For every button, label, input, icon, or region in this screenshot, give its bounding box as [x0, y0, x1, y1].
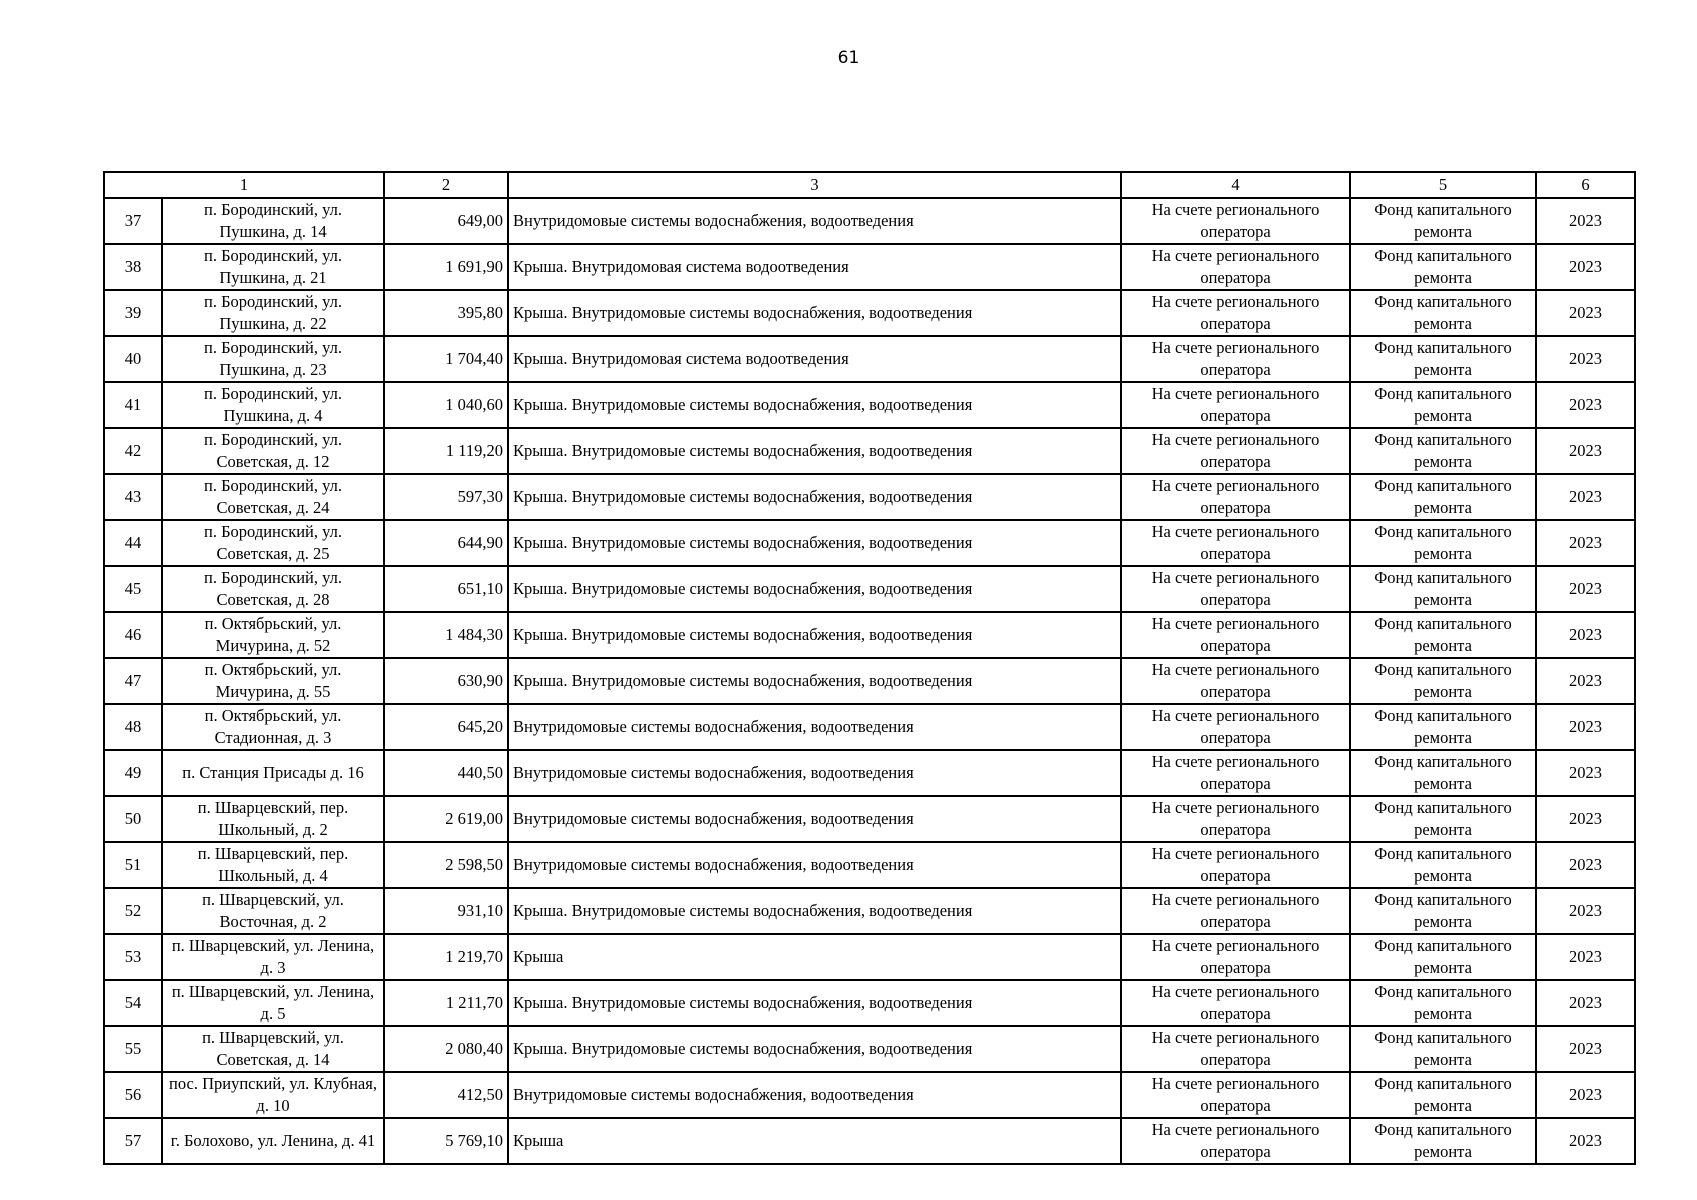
table-row — [104, 980, 1635, 1026]
table-row — [104, 290, 1635, 336]
funding-source-cell: Фонд капитального ремонта — [1350, 842, 1536, 888]
address-cell: п. Шварцевский, ул. Восточная, д. 2 — [162, 888, 384, 934]
account-method-cell: На счете регионального оператора — [1121, 1118, 1350, 1164]
table-row — [104, 1026, 1635, 1072]
column-header-5: 5 — [1350, 172, 1536, 198]
year-cell: 2023 — [1536, 704, 1635, 750]
table-row — [104, 934, 1635, 980]
work-type-cell: Крыша. Внутридомовые системы водоснабжения, водоотведения — [508, 1026, 1121, 1072]
funding-source-cell: Фонд капитального ремонта — [1350, 934, 1536, 980]
work-type-cell: Внутридомовые системы водоснабжения, водоотведения — [508, 842, 1121, 888]
column-header-4: 4 — [1121, 172, 1350, 198]
row-number-cell: 54 — [104, 980, 162, 1026]
address-cell: п. Бородинский, ул. Пушкина, д. 4 — [162, 382, 384, 428]
year-cell: 2023 — [1536, 474, 1635, 520]
area-cell: 1 704,40 — [384, 336, 508, 382]
account-method-cell: На счете регионального оператора — [1121, 290, 1350, 336]
year-cell: 2023 — [1536, 842, 1635, 888]
address-cell: п. Бородинский, ул. Пушкина, д. 23 — [162, 336, 384, 382]
work-type-cell: Крыша. Внутридомовые системы водоснабжения, водоотведения — [508, 980, 1121, 1026]
year-cell: 2023 — [1536, 198, 1635, 244]
table-row — [104, 704, 1635, 750]
funding-source-cell: Фонд капитального ремонта — [1350, 704, 1536, 750]
account-method-cell: На счете регионального оператора — [1121, 750, 1350, 796]
row-number-cell: 55 — [104, 1026, 162, 1072]
address-cell: п. Бородинский, ул. Пушкина, д. 22 — [162, 290, 384, 336]
table-row — [104, 796, 1635, 842]
work-type-cell: Внутридомовые системы водоснабжения, водоотведения — [508, 704, 1121, 750]
table-row — [104, 474, 1635, 520]
account-method-cell: На счете регионального оператора — [1121, 474, 1350, 520]
area-cell: 649,00 — [384, 198, 508, 244]
year-cell: 2023 — [1536, 1026, 1635, 1072]
address-cell: п. Бородинский, ул. Советская, д. 25 — [162, 520, 384, 566]
account-method-cell: На счете регионального оператора — [1121, 796, 1350, 842]
row-number-cell: 40 — [104, 336, 162, 382]
row-number-cell: 43 — [104, 474, 162, 520]
area-cell: 1 040,60 — [384, 382, 508, 428]
account-method-cell: На счете регионального оператора — [1121, 566, 1350, 612]
table-row — [104, 750, 1635, 796]
address-cell: п. Октябрьский, ул. Мичурина, д. 52 — [162, 612, 384, 658]
area-cell: 1 219,70 — [384, 934, 508, 980]
funding-source-cell: Фонд капитального ремонта — [1350, 566, 1536, 612]
work-type-cell: Крыша. Внутридомовые системы водоснабжения, водоотведения — [508, 428, 1121, 474]
work-type-cell: Крыша. Внутридомовые системы водоснабжения, водоотведения — [508, 888, 1121, 934]
funding-source-cell: Фонд капитального ремонта — [1350, 198, 1536, 244]
year-cell: 2023 — [1536, 1072, 1635, 1118]
table-row — [104, 1118, 1635, 1164]
funding-source-cell: Фонд капитального ремонта — [1350, 428, 1536, 474]
area-cell: 2 619,00 — [384, 796, 508, 842]
address-cell: п. Шварцевский, пер. Школьный, д. 4 — [162, 842, 384, 888]
year-cell: 2023 — [1536, 796, 1635, 842]
row-number-cell: 52 — [104, 888, 162, 934]
row-number-cell: 44 — [104, 520, 162, 566]
year-cell: 2023 — [1536, 520, 1635, 566]
row-number-cell: 46 — [104, 612, 162, 658]
work-type-cell: Внутридомовые системы водоснабжения, водоотведения — [508, 796, 1121, 842]
funding-source-cell: Фонд капитального ремонта — [1350, 888, 1536, 934]
account-method-cell: На счете регионального оператора — [1121, 382, 1350, 428]
work-type-cell: Внутридомовые системы водоснабжения, водоотведения — [508, 198, 1121, 244]
funding-source-cell: Фонд капитального ремонта — [1350, 336, 1536, 382]
account-method-cell: На счете регионального оператора — [1121, 520, 1350, 566]
address-cell: п. Шварцевский, ул. Ленина, д. 5 — [162, 980, 384, 1026]
area-cell: 651,10 — [384, 566, 508, 612]
funding-source-cell: Фонд капитального ремонта — [1350, 658, 1536, 704]
year-cell: 2023 — [1536, 428, 1635, 474]
row-number-cell: 38 — [104, 244, 162, 290]
year-cell: 2023 — [1536, 566, 1635, 612]
area-cell: 1 691,90 — [384, 244, 508, 290]
area-cell: 645,20 — [384, 704, 508, 750]
row-number-cell: 47 — [104, 658, 162, 704]
funding-source-cell: Фонд капитального ремонта — [1350, 980, 1536, 1026]
area-cell: 931,10 — [384, 888, 508, 934]
repair-program-table — [103, 171, 1636, 1165]
work-type-cell: Крыша. Внутридомовые системы водоснабжения, водоотведения — [508, 474, 1121, 520]
account-method-cell: На счете регионального оператора — [1121, 428, 1350, 474]
table-row — [104, 1072, 1635, 1118]
work-type-cell: Крыша. Внутридомовая система водоотведения — [508, 336, 1121, 382]
address-cell: п. Бородинский, ул. Пушкина, д. 21 — [162, 244, 384, 290]
account-method-cell: На счете регионального оператора — [1121, 244, 1350, 290]
table-row — [104, 612, 1635, 658]
page-number: 61 — [837, 48, 860, 68]
account-method-cell: На счете регионального оператора — [1121, 612, 1350, 658]
funding-source-cell: Фонд капитального ремонта — [1350, 1026, 1536, 1072]
address-cell: п. Шварцевский, пер. Школьный, д. 2 — [162, 796, 384, 842]
table-row — [104, 198, 1635, 244]
work-type-cell: Крыша. Внутридомовые системы водоснабжения, водоотведения — [508, 658, 1121, 704]
funding-source-cell: Фонд капитального ремонта — [1350, 244, 1536, 290]
funding-source-cell: Фонд капитального ремонта — [1350, 612, 1536, 658]
table-row — [104, 842, 1635, 888]
account-method-cell: На счете регионального оператора — [1121, 888, 1350, 934]
row-number-cell: 42 — [104, 428, 162, 474]
table-row — [104, 658, 1635, 704]
work-type-cell: Крыша. Внутридомовые системы водоснабжения, водоотведения — [508, 520, 1121, 566]
area-cell: 644,90 — [384, 520, 508, 566]
address-cell: п. Станция Присады д. 16 — [162, 750, 384, 796]
column-header-1: 1 — [104, 172, 384, 198]
row-number-cell: 50 — [104, 796, 162, 842]
year-cell: 2023 — [1536, 612, 1635, 658]
work-type-cell: Крыша — [508, 1118, 1121, 1164]
area-cell: 1 211,70 — [384, 980, 508, 1026]
address-cell: п. Бородинский, ул. Советская, д. 12 — [162, 428, 384, 474]
work-type-cell: Крыша. Внутридомовые системы водоснабжения, водоотведения — [508, 612, 1121, 658]
table-row — [104, 336, 1635, 382]
row-number-cell: 51 — [104, 842, 162, 888]
funding-source-cell: Фонд капитального ремонта — [1350, 382, 1536, 428]
funding-source-cell: Фонд капитального ремонта — [1350, 750, 1536, 796]
address-cell: пос. Приупский, ул. Клубная, д. 10 — [162, 1072, 384, 1118]
funding-source-cell: Фонд капитального ремонта — [1350, 290, 1536, 336]
funding-source-cell: Фонд капитального ремонта — [1350, 520, 1536, 566]
row-number-cell: 49 — [104, 750, 162, 796]
year-cell: 2023 — [1536, 888, 1635, 934]
area-cell: 597,30 — [384, 474, 508, 520]
account-method-cell: На счете регионального оператора — [1121, 842, 1350, 888]
year-cell: 2023 — [1536, 244, 1635, 290]
area-cell: 2 080,40 — [384, 1026, 508, 1072]
area-cell: 440,50 — [384, 750, 508, 796]
column-header-6: 6 — [1536, 172, 1635, 198]
year-cell: 2023 — [1536, 382, 1635, 428]
address-cell: п. Октябрьский, ул. Стадионная, д. 3 — [162, 704, 384, 750]
year-cell: 2023 — [1536, 934, 1635, 980]
work-type-cell: Внутридомовые системы водоснабжения, водоотведения — [508, 750, 1121, 796]
area-cell: 1 484,30 — [384, 612, 508, 658]
address-cell: п. Бородинский, ул. Советская, д. 24 — [162, 474, 384, 520]
column-header-3: 3 — [508, 172, 1121, 198]
account-method-cell: На счете регионального оператора — [1121, 198, 1350, 244]
funding-source-cell: Фонд капитального ремонта — [1350, 1118, 1536, 1164]
address-cell: г. Болохово, ул. Ленина, д. 41 — [162, 1118, 384, 1164]
account-method-cell: На счете регионального оператора — [1121, 704, 1350, 750]
table-row — [104, 520, 1635, 566]
row-number-cell: 37 — [104, 198, 162, 244]
work-type-cell: Крыша. Внутридомовые системы водоснабжения, водоотведения — [508, 566, 1121, 612]
table-row — [104, 888, 1635, 934]
area-cell: 395,80 — [384, 290, 508, 336]
table-row — [104, 566, 1635, 612]
address-cell: п. Шварцевский, ул. Ленина, д. 3 — [162, 934, 384, 980]
account-method-cell: На счете регионального оператора — [1121, 658, 1350, 704]
funding-source-cell: Фонд капитального ремонта — [1350, 796, 1536, 842]
account-method-cell: На счете регионального оператора — [1121, 980, 1350, 1026]
row-number-cell: 53 — [104, 934, 162, 980]
row-number-cell: 56 — [104, 1072, 162, 1118]
year-cell: 2023 — [1536, 750, 1635, 796]
year-cell: 2023 — [1536, 290, 1635, 336]
year-cell: 2023 — [1536, 336, 1635, 382]
account-method-cell: На счете регионального оператора — [1121, 1072, 1350, 1118]
address-cell: п. Октябрьский, ул. Мичурина, д. 55 — [162, 658, 384, 704]
area-cell: 5 769,10 — [384, 1118, 508, 1164]
row-number-cell: 57 — [104, 1118, 162, 1164]
table-row — [104, 428, 1635, 474]
row-number-cell: 39 — [104, 290, 162, 336]
row-number-cell: 45 — [104, 566, 162, 612]
area-cell: 1 119,20 — [384, 428, 508, 474]
year-cell: 2023 — [1536, 658, 1635, 704]
funding-source-cell: Фонд капитального ремонта — [1350, 1072, 1536, 1118]
area-cell: 630,90 — [384, 658, 508, 704]
year-cell: 2023 — [1536, 980, 1635, 1026]
area-cell: 412,50 — [384, 1072, 508, 1118]
work-type-cell: Крыша. Внутридомовые системы водоснабжения, водоотведения — [508, 290, 1121, 336]
account-method-cell: На счете регионального оператора — [1121, 934, 1350, 980]
work-type-cell: Крыша. Внутридомовые системы водоснабжения, водоотведения — [508, 382, 1121, 428]
column-header-2: 2 — [384, 172, 508, 198]
work-type-cell: Внутридомовые системы водоснабжения, водоотведения — [508, 1072, 1121, 1118]
year-cell: 2023 — [1536, 1118, 1635, 1164]
area-cell: 2 598,50 — [384, 842, 508, 888]
work-type-cell: Крыша. Внутридомовая система водоотведения — [508, 244, 1121, 290]
work-type-cell: Крыша — [508, 934, 1121, 980]
row-number-cell: 41 — [104, 382, 162, 428]
table-row — [104, 382, 1635, 428]
table-row — [104, 244, 1635, 290]
account-method-cell: На счете регионального оператора — [1121, 1026, 1350, 1072]
account-method-cell: На счете регионального оператора — [1121, 336, 1350, 382]
row-number-cell: 48 — [104, 704, 162, 750]
column-number-row — [104, 172, 1635, 198]
address-cell: п. Бородинский, ул. Пушкина, д. 14 — [162, 198, 384, 244]
address-cell: п. Шварцевский, ул. Советская, д. 14 — [162, 1026, 384, 1072]
funding-source-cell: Фонд капитального ремонта — [1350, 474, 1536, 520]
address-cell: п. Бородинский, ул. Советская, д. 28 — [162, 566, 384, 612]
